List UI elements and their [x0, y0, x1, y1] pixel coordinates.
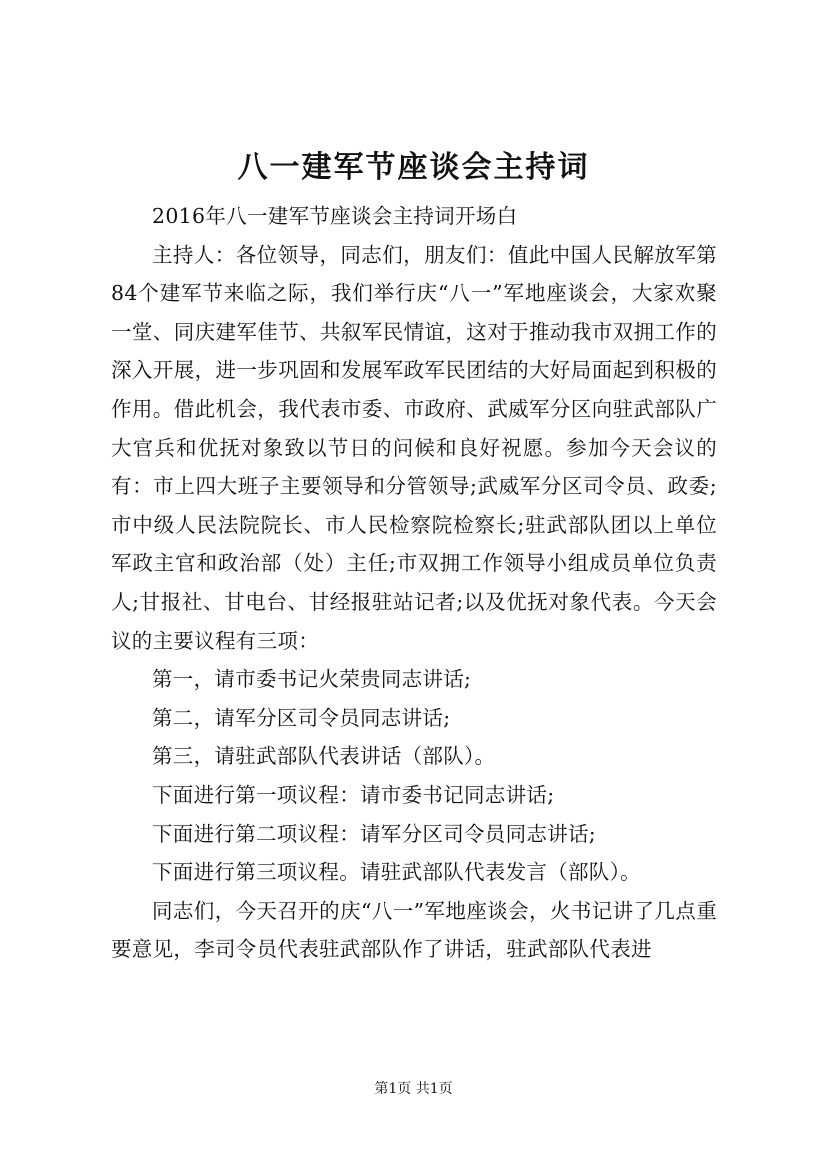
paragraph-closing: 同志们，今天召开的庆“八一”军地座谈会，火书记讲了几点重要意见，李司令员代表驻武部队作了讲话，驻武部队代表进 [111, 898, 717, 962]
document-title: 八一建军节座谈会主持词 [237, 150, 590, 185]
paragraph-agenda-3: 第三，请驻武部队代表讲话（部队）。 [152, 744, 496, 769]
document-body [111, 197, 717, 969]
page-number: 第1页 共1页 [374, 1081, 453, 1097]
paragraph-agenda-2: 第二，请军分区司令员同志讲话; [152, 705, 451, 730]
paragraph-item-2: 下面进行第二项议程：请军分区司令员同志讲话; [152, 821, 597, 846]
paragraph-agenda-1: 第一，请市委书记火荣贵同志讲话; [152, 667, 472, 692]
paragraph-opening: 主持人：各位领导，同志们，朋友们：值此中国人民解放军第84个建军节来临之际，我们举行庆“八一”军地座谈会，大家欢聚一堂、同庆建军佳节、共叙军民情谊，这对于推动我市双拥工作的深入开展，进一步巩固和发展军政军民团结的大好局面起到积极的作用。借此机会，我代表市委、市政府、武威军分区向驻武部队广大官兵和优抚对象致以节日的问候和良好祝愿。参加今天会议的有：市上四大班子主要领导和分管领导;武威军分区司令员、政委;市中级人民法院院长、市人民检察院检察长;驻武部队团以上单位军政主官和政治部（处）主任;市双拥工作领导小组成员单位负责人;甘报社、甘电台、甘经报驻站记者;以及优抚对象代表。今天会议的主要议程有三项： [111, 242, 717, 653]
paragraph-item-1: 下面进行第一项议程：请市委书记同志讲话; [152, 782, 555, 807]
paragraph-item-3: 下面进行第三项议程。请驻武部队代表发言（部队）。 [152, 860, 641, 885]
paragraph-subtitle: 2016年八一建军节座谈会主持词开场白 [152, 204, 518, 228]
